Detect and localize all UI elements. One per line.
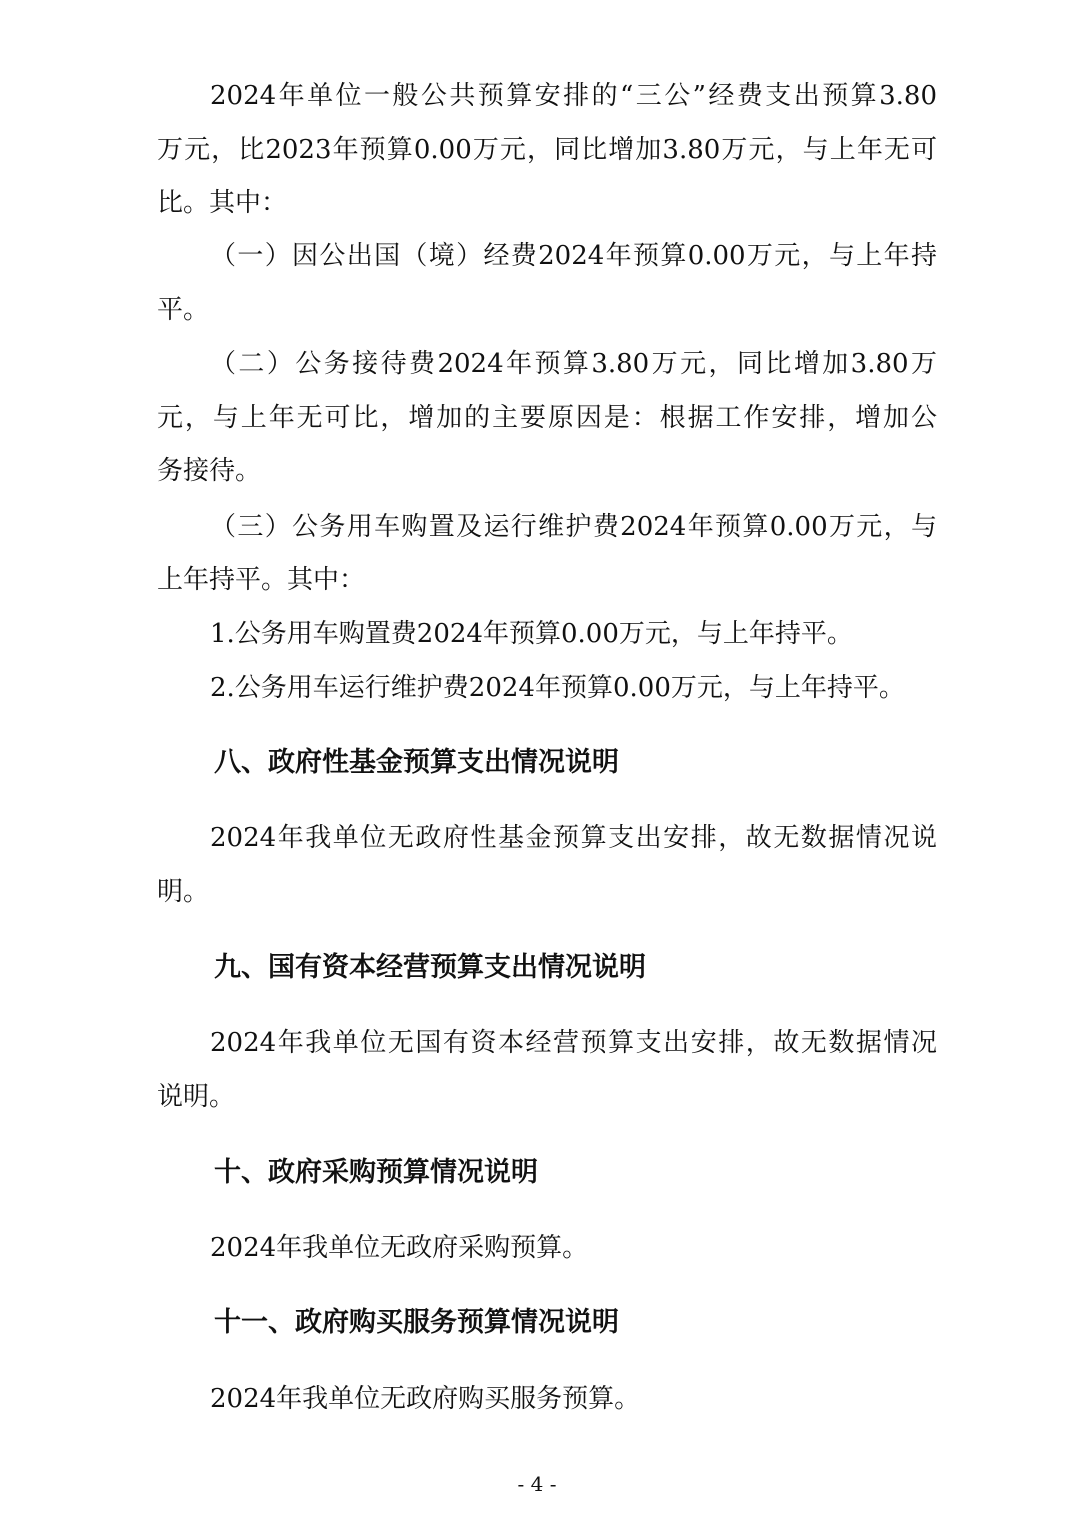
section-heading: 十一、政府购买服务预算情况说明	[214, 1307, 619, 1338]
paragraph-line: 上年持平。其中：	[157, 565, 366, 595]
paragraph-line: 说明。	[157, 1082, 236, 1112]
paragraph-line: 比。其中：	[157, 188, 288, 218]
paragraph-line: 2024年我单位无国有资本经营预算支出安排，故无数据情况	[210, 1028, 937, 1058]
paragraph-line: 平。	[157, 295, 210, 325]
paragraph-line: 2.公务用车运行维护费2024年预算0.00万元，与上年持平。	[210, 673, 905, 703]
paragraph-line: （三）公务用车购置及运行维护费2024年预算0.00万元，与	[210, 512, 937, 542]
paragraph-line: 元，与上年无可比，增加的主要原因是：根据工作安排，增加公	[157, 403, 937, 433]
paragraph-line: 2024年单位一般公共预算安排的“三公”经费支出预算3.80	[210, 81, 937, 111]
section-heading: 十、政府采购预算情况说明	[214, 1157, 538, 1188]
section-heading: 八、政府性基金预算支出情况说明	[214, 747, 619, 778]
paragraph-line: 2024年我单位无政府采购预算。	[210, 1233, 589, 1263]
paragraph-line: 2024年我单位无政府购买服务预算。	[210, 1384, 641, 1414]
paragraph-line: 务接待。	[157, 456, 262, 486]
page-number: - 4 -	[517, 1472, 557, 1496]
paragraph-line: 万元，比2023年预算0.00万元，同比增加3.80万元，与上年无可	[157, 135, 937, 165]
paragraph-line: 明。	[157, 877, 210, 907]
paragraph-line: （一）因公出国（境）经费2024年预算0.00万元，与上年持	[210, 241, 937, 271]
paragraph-line: 2024年我单位无政府性基金预算支出安排，故无数据情况说	[210, 823, 937, 853]
paragraph-line: （二）公务接待费2024年预算3.80万元，同比增加3.80万	[210, 349, 937, 379]
paragraph-line: 1.公务用车购置费2024年预算0.00万元，与上年持平。	[210, 619, 853, 649]
section-heading: 九、国有资本经营预算支出情况说明	[214, 952, 646, 983]
